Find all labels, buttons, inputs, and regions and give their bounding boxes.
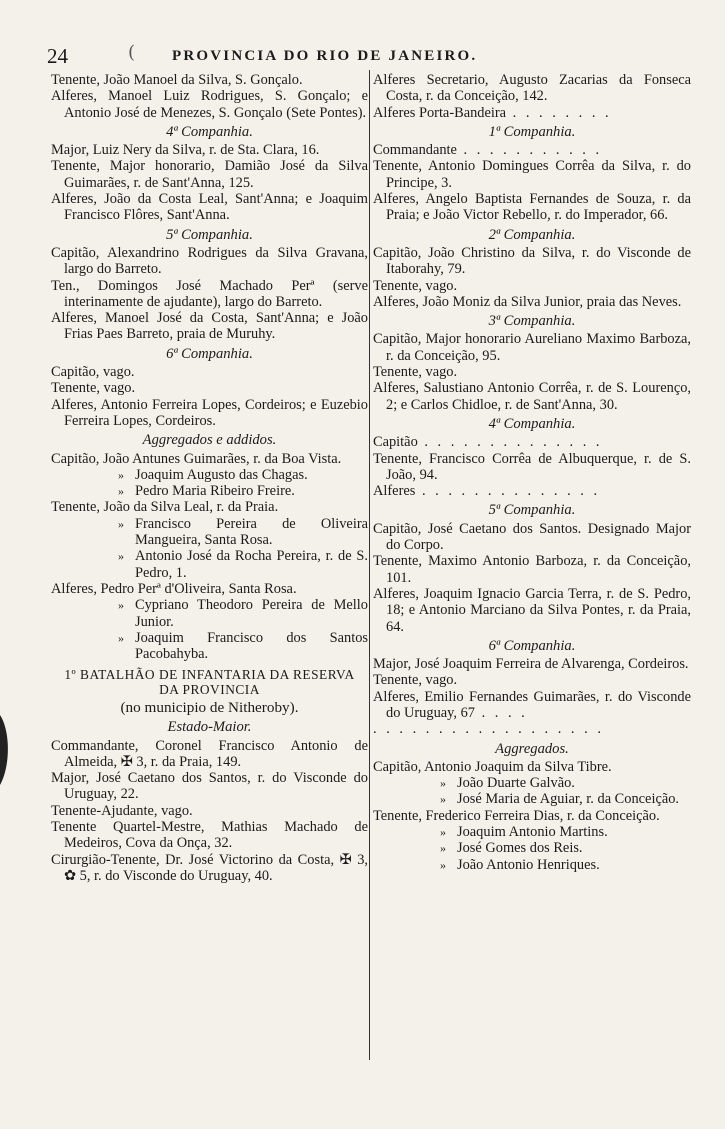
ditto-mark: » xyxy=(440,792,446,807)
sub-entry-text: José Maria de Aguiar, r. da Conceição. xyxy=(457,791,680,808)
ditto-mark: » xyxy=(118,549,124,564)
sub-entry-text: Joaquim Antonio Martins. xyxy=(457,824,608,841)
entry: Cirurgião-Tenente, Dr. José Victorino da Costa, ✠ 3, ✿ 5, r. do Visconde do Uruguay, 40. xyxy=(51,851,368,884)
ditto-mark: » xyxy=(440,825,446,840)
entry xyxy=(373,483,691,499)
section-heading: 3ª Companhia. xyxy=(488,313,576,330)
sub-entry xyxy=(373,857,691,873)
binding-hole-mark xyxy=(0,715,12,785)
entry: Capitão, Major honorario Aureliano Maximo Barboza, r. da Conceição, 95. xyxy=(373,331,691,364)
entry-text: Commandante xyxy=(373,142,457,159)
entry: Tenente, Major honorario, Damião José da Silva Guimarães, r. de Sant'Anna, 125. xyxy=(51,158,368,191)
sub-entry xyxy=(51,597,368,630)
sub-entry-text: Pedro Maria Ribeiro Freire. xyxy=(135,483,295,500)
section-heading: 6ª Companhia. xyxy=(166,345,253,362)
entry: Capitão, Antonio Joaquim da Silva Tibre. xyxy=(373,758,612,775)
entry: Alferes, Pedro Perª d'Oliveira, Santa Rosa. xyxy=(51,580,297,597)
entry: Alferes, Salustiano Antonio Corrêa, r. de S. Lourenço, 2; e Carlos Chidloe, r. de Sant'Anna, 30. xyxy=(373,380,691,413)
section-heading: 5ª Companhia. xyxy=(488,502,576,519)
section-heading: Aggregados e addidos. xyxy=(142,432,277,449)
sub-entry xyxy=(51,483,368,499)
entry: Alferes, Manoel Luiz Rodrigues, S. Gonçalo; e Antonio José de Menezes, S. Gonçalo (Sete Pontes). xyxy=(51,88,368,121)
section-heading: 1ª Companhia. xyxy=(488,123,576,140)
sub-entry-text: Antonio José da Rocha Pereira, r. de S. Pedro, 1. xyxy=(135,548,368,581)
battalion-heading-line2: DA PROVINCIA xyxy=(159,682,260,698)
section-heading: 6ª Companhia. xyxy=(488,637,576,654)
entry: Alferes, João Moniz da Silva Junior, praia das Neves. xyxy=(373,293,682,310)
entry-text: Alferes xyxy=(373,483,416,500)
ditto-mark: » xyxy=(118,598,124,613)
entry: Tenente, Maximo Antonio Barboza, r. da Conceição, 101. xyxy=(373,553,691,586)
entry: Tenente, Antonio Domingues Corrêa da Silva, r. do Principe, 3. xyxy=(373,158,691,191)
entry: Capitão, vago. xyxy=(51,364,135,381)
sub-entry xyxy=(373,775,691,791)
leader-dots: . . . . . . . . . . . . . . xyxy=(417,434,603,451)
section-heading: 2ª Companhia. xyxy=(488,226,576,243)
entry: Tenente, vago. xyxy=(51,380,136,397)
battalion-heading: 1º BATALHÃO DE INFANTARIA DA RESERVA xyxy=(64,667,355,683)
leader-dots: . . . . . . . . . . . . . . xyxy=(415,483,601,500)
sub-entry xyxy=(51,516,368,549)
entry-text: Alferes Porta-Bandeira xyxy=(373,104,507,121)
bracket-mark: ( xyxy=(128,42,136,63)
ditto-mark: » xyxy=(118,484,124,499)
entry: Tenente, João Manoel da Silva, S. Gonçalo. xyxy=(51,72,303,88)
page-header xyxy=(0,42,725,68)
column-rule xyxy=(369,70,370,1060)
ditto-mark: » xyxy=(118,467,124,482)
section-heading: Estado-Maior. xyxy=(167,719,252,736)
entry: Tenente-Ajudante, vago. xyxy=(51,802,193,819)
section-heading: 4ª Companhia. xyxy=(488,415,576,432)
ditto-mark: » xyxy=(440,776,446,791)
sub-entry xyxy=(51,467,368,483)
section-heading: Aggregados. xyxy=(495,740,569,757)
entry: Commandante, Coronel Francisco Antonio de Almeida, ✠ 3, r. da Praia, 149. xyxy=(51,737,368,770)
sub-entry xyxy=(51,548,368,581)
entry: Tenente, vago. xyxy=(373,364,458,381)
sub-entry-text: João Antonio Henriques. xyxy=(457,856,600,873)
entry: Capitão, João Christino da Silva, r. do Visconde de Itaborahy, 79. xyxy=(373,244,691,278)
leader-dots: . . . . xyxy=(475,704,528,721)
battalion-location: (no municipio de Nitheroby). xyxy=(120,698,299,716)
entry: Tenente, Frederico Ferreira Dias, r. da Conceição. xyxy=(373,807,660,824)
leader-dots-row: . . . . . . . . . . . . . . . . . . xyxy=(373,721,604,738)
entry: Capitão, José Caetano dos Santos. Designado Major do Corpo. xyxy=(373,520,691,554)
entry: Major, José Joaquim Ferreira de Alvarenga, Cordeiros. xyxy=(373,656,689,673)
sub-entry xyxy=(373,840,691,856)
sub-entry-text: Joaquim Augusto das Chagas. xyxy=(135,466,308,483)
sub-entry xyxy=(51,630,368,663)
running-title: PROVINCIA DO RIO DE JANEIRO. xyxy=(172,48,478,64)
leader-dots: . . . . . . . . . . . xyxy=(456,142,603,159)
page-number: 24 xyxy=(47,44,68,68)
entry-text: Capitão xyxy=(373,434,418,451)
sub-entry-text: João Duarte Galvão. xyxy=(457,775,575,792)
entry xyxy=(373,434,691,450)
sub-entry xyxy=(373,791,691,807)
section-heading: 4ª Companhia. xyxy=(166,123,253,140)
entry: Tenente Quartel-Mestre, Mathias Machado de Medeiros, Cova da Onça, 32. xyxy=(51,819,368,852)
entry xyxy=(373,142,691,158)
entry: Capitão, Alexandrino Rodrigues da Silva Gravana, largo do Barreto. xyxy=(51,244,368,278)
leader-dots: . . . . . . . . xyxy=(506,104,612,121)
entry: Alferes, Manoel José da Costa, Sant'Anna; e João Frias Paes Barreto, praia de Muruhy. xyxy=(51,310,368,343)
sub-entry-text: Cypriano Theodoro Pereira de Mello Junior. xyxy=(135,597,368,630)
entry: Major, José Caetano dos Santos, r. do Visconde do Uruguay, 22. xyxy=(51,770,368,803)
sub-entry-text: Francisco Pereira de Oliveira Mangueira, Santa Rosa. xyxy=(135,515,368,549)
entry: Alferes, Antonio Ferreira Lopes, Cordeiros; e Euzebio Ferreira Lopes, Cordeiros. xyxy=(51,396,368,429)
ditto-mark: » xyxy=(118,516,124,531)
entry: Alferes, Joaquim Ignacio Garcia Terra, r. de S. Pedro, 18; e Antonio Marciano da Silva Pontes, r. da Praia, 64. xyxy=(373,585,691,635)
entry: Major, Luiz Nery da Silva, r. de Sta. Clara, 16. xyxy=(51,142,320,159)
section-heading: 5ª Companhia. xyxy=(166,226,253,243)
entry: Tenente, Francisco Corrêa de Albuquerque, r. de S. João, 94. xyxy=(373,450,691,483)
sub-entry-text: Joaquim Francisco dos Santos Pacobahyba. xyxy=(135,629,368,663)
entry-text: Alferes, Emilio Fernandes Guimarães, r. do Visconde do Uruguay, 67 xyxy=(373,688,691,721)
entry: Ten., Domingos José Machado Perª (serve interinamente de ajudante), largo do Barreto. xyxy=(51,277,368,310)
right-column xyxy=(373,72,691,873)
entry: Capitão, João Antunes Guimarães, r. da Boa Vista. xyxy=(51,450,342,467)
entry: Tenente, vago. xyxy=(373,672,458,689)
sub-entry-text: José Gomes dos Reis. xyxy=(457,840,583,857)
ditto-mark: » xyxy=(118,630,124,645)
entry: Alferes Secretario, Augusto Zacarias da Fonseca Costa, r. da Conceição, 142. xyxy=(373,72,691,105)
left-column xyxy=(51,72,368,884)
entry xyxy=(373,105,691,121)
entry: Alferes, Angelo Baptista Fernandes de Souza, r. da Praia; e João Victor Rebello, r. do Imperador, 66. xyxy=(373,191,691,224)
entry: Tenente, vago. xyxy=(373,277,458,294)
sub-entry xyxy=(373,824,691,840)
ditto-mark: » xyxy=(440,841,446,856)
entry xyxy=(373,689,691,722)
entry: Tenente, João da Silva Leal, r. da Praia. xyxy=(51,499,279,516)
entry: Alferes, João da Costa Leal, Sant'Anna; e Joaquim Francisco Flôres, Sant'Anna. xyxy=(51,191,368,224)
ditto-mark: » xyxy=(440,857,446,872)
